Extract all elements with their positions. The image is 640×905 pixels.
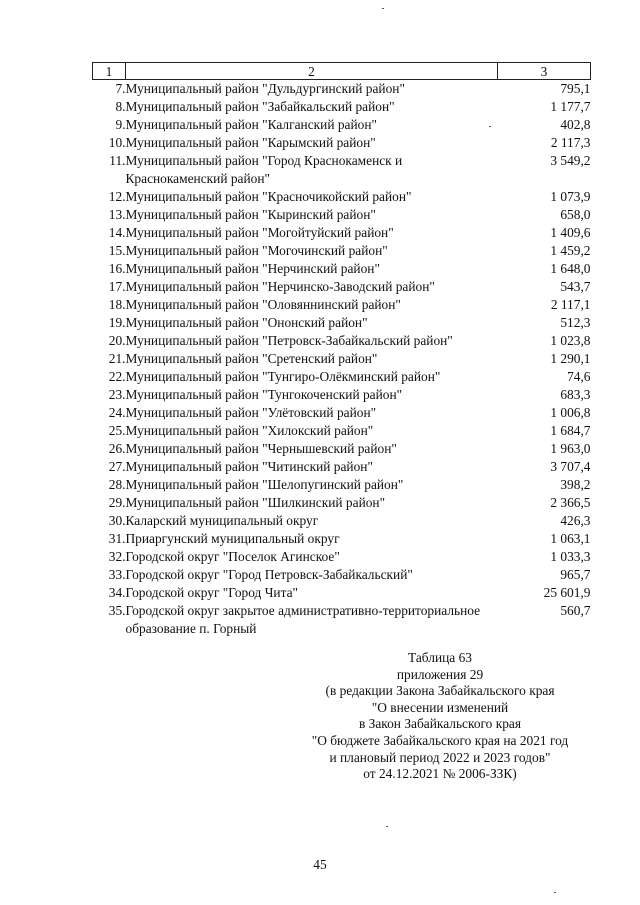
row-municipality-name: Муниципальный район "Город Краснокаменск и Краснокаменский район" [125, 153, 403, 186]
row-number: 21. [108, 351, 126, 366]
row-amount: 1 023,8 [550, 333, 591, 348]
row-amount: 512,3 [560, 315, 591, 330]
row-amount: 795,1 [560, 81, 591, 96]
row-number: 27. [108, 459, 126, 474]
row-number: 16. [108, 261, 126, 276]
row-number: 10. [108, 135, 126, 150]
row-number: 12. [108, 189, 126, 204]
caption-appendix: приложения 29 [396, 666, 484, 682]
row-number: 34. [108, 585, 126, 600]
row-amount: 25 601,9 [543, 585, 591, 600]
row-amount: 3 707,4 [550, 459, 591, 474]
row-municipality-name: Муниципальный район "Шелопугинский район" [125, 477, 404, 492]
table-row [93, 98, 591, 116]
row-amount: 658,0 [560, 207, 591, 222]
table-row [93, 548, 591, 566]
row-municipality-name: Муниципальный район "Тунгиро-Олёкминский район" [125, 369, 441, 384]
scan-speck [382, 8, 384, 9]
row-number: 22. [108, 369, 126, 384]
row-municipality-name: Муниципальный район "Петровск-Забайкальский район" [125, 333, 453, 348]
row-municipality-name: Муниципальный район "Дульдургинский район" [125, 81, 405, 96]
caption-planning-period: и плановый период 2022 и 2023 годов" [329, 749, 551, 765]
row-municipality-name: Муниципальный район "Забайкальский район" [125, 99, 395, 114]
row-number: 30. [108, 513, 126, 528]
table-caption [300, 650, 580, 783]
table-row [93, 152, 591, 188]
row-number: 9. [115, 117, 126, 132]
row-municipality-name: Муниципальный район "Кыринский район" [125, 207, 376, 222]
row-municipality-name: Муниципальный район "Нерчинский район" [125, 261, 380, 276]
row-municipality-name: Муниципальный район "Сретенский район" [125, 351, 378, 366]
row-amount: 74,6 [567, 369, 591, 384]
table-row [93, 368, 591, 386]
row-number: 15. [108, 243, 126, 258]
row-municipality-name: Каларский муниципальный округ [125, 513, 319, 528]
row-amount: 2 366,5 [550, 495, 591, 510]
row-number: 35. [108, 603, 126, 618]
table-row [93, 134, 591, 152]
row-municipality-name: Муниципальный район "Хилокский район" [125, 423, 374, 438]
row-amount: 543,7 [560, 279, 591, 294]
row-number: 24. [108, 405, 126, 420]
scan-speck [386, 826, 388, 827]
table-body [93, 80, 591, 639]
table-row [93, 224, 591, 242]
row-amount: 1 177,7 [550, 99, 591, 114]
table-row [93, 386, 591, 404]
row-municipality-name: Муниципальный район "Чернышевский район" [125, 441, 397, 456]
table-row [93, 512, 591, 530]
table-row [93, 188, 591, 206]
budget-allocation-table [92, 62, 591, 638]
caption-amendment: "О внесении изменений [371, 699, 509, 715]
caption-edition: (в редакции Закона Забайкальского края [325, 683, 555, 699]
row-number: 33. [108, 567, 126, 582]
row-amount: 1 033,3 [550, 549, 591, 564]
table-row [93, 314, 591, 332]
row-municipality-name: Муниципальный район "Нерчинско-Заводский район" [125, 279, 435, 294]
row-number: 13. [108, 207, 126, 222]
row-amount: 3 549,2 [550, 153, 591, 168]
table-row [93, 566, 591, 584]
row-amount: 398,2 [560, 477, 591, 492]
row-amount: 1 006,8 [550, 405, 591, 420]
table-row [93, 260, 591, 278]
table-row [93, 422, 591, 440]
row-municipality-name: Муниципальный район "Читинский район" [125, 459, 373, 474]
row-amount: 1 063,1 [550, 531, 591, 546]
row-number: 25. [108, 423, 126, 438]
row-number: 19. [108, 315, 126, 330]
header-col-2: 2 [126, 63, 498, 80]
row-municipality-name: Муниципальный район "Тунгокоченский район" [125, 387, 403, 402]
table-row [93, 278, 591, 296]
row-municipality-name: Муниципальный район "Могочинский район" [125, 243, 388, 258]
row-amount: 1 073,9 [550, 189, 591, 204]
table-row [93, 242, 591, 260]
table-header-row [93, 63, 591, 80]
table-row [93, 584, 591, 602]
row-amount: 1 684,7 [550, 423, 591, 438]
row-municipality-name: Муниципальный район "Улётовский район" [125, 405, 377, 420]
row-municipality-name: Муниципальный район "Ононский район" [125, 315, 368, 330]
row-municipality-name: Муниципальный район "Калганский район" [125, 117, 377, 132]
row-amount: 1 963,0 [550, 441, 591, 456]
row-amount: 1 290,1 [550, 351, 591, 366]
table-row [93, 350, 591, 368]
table-row [93, 530, 591, 548]
row-amount: 1 648,0 [550, 261, 591, 276]
row-amount: 560,7 [560, 603, 591, 618]
row-amount: 2 117,1 [550, 297, 591, 312]
header-col-3: 3 [498, 63, 591, 80]
table-row [93, 116, 591, 134]
header-col-1: 1 [93, 63, 126, 80]
row-number: 14. [108, 225, 126, 240]
caption-date-number: от 24.12.2021 № 2006-ЗЗК) [363, 766, 517, 782]
row-number: 29. [108, 495, 126, 510]
row-number: 7. [115, 81, 126, 96]
row-municipality-name: Муниципальный район "Шилкинский район" [125, 495, 386, 510]
row-municipality-name: Приаргунский муниципальный округ [125, 531, 340, 546]
row-number: 28. [108, 477, 126, 492]
table-row [93, 458, 591, 476]
table-row [93, 80, 591, 99]
row-number: 8. [115, 99, 126, 114]
row-number: 11. [109, 153, 126, 168]
row-number: 23. [108, 387, 126, 402]
table-row [93, 494, 591, 512]
row-municipality-name: Городской округ закрытое административно-территориальное образование п. Горный [125, 603, 481, 636]
row-amount: 683,3 [560, 387, 591, 402]
row-number: 18. [108, 297, 126, 312]
row-municipality-name: Муниципальный район "Красночикойский район" [125, 189, 412, 204]
row-municipality-name: Муниципальный район "Могойтуйский район" [125, 225, 394, 240]
table-row [93, 404, 591, 422]
row-number: 32. [108, 549, 126, 564]
row-municipality-name: Муниципальный район "Карымский район" [125, 135, 376, 150]
scan-speck [554, 892, 556, 893]
row-municipality-name: Муниципальный район "Оловяннинский район" [125, 297, 401, 312]
row-number: 26. [108, 441, 126, 456]
table-row [93, 476, 591, 494]
row-amount: 965,7 [560, 567, 591, 582]
table-row [93, 296, 591, 314]
row-number: 31. [108, 531, 126, 546]
table-row [93, 206, 591, 224]
row-municipality-name: Городской округ "Поселок Агинское" [125, 549, 340, 564]
row-amount: 1 459,2 [550, 243, 591, 258]
row-amount: 426,3 [560, 513, 591, 528]
table-row [93, 440, 591, 458]
row-municipality-name: Городской округ "Город Чита" [125, 585, 298, 600]
row-amount: 2 117,3 [550, 135, 591, 150]
row-number: 17. [108, 279, 126, 294]
row-amount: 1 409,6 [550, 225, 591, 240]
row-number: 20. [108, 333, 126, 348]
caption-budget-law: "О бюджете Забайкальского края на 2021 год [311, 732, 569, 748]
table-row [93, 332, 591, 350]
caption-law: в Закон Забайкальского края [358, 716, 522, 732]
row-amount: 402,8 [560, 117, 591, 132]
table-row [93, 602, 591, 638]
caption-table-number: Таблица 63 [408, 650, 472, 665]
page-number: 45 [313, 857, 327, 872]
row-municipality-name: Городской округ "Город Петровск-Забайкальский" [125, 567, 413, 582]
